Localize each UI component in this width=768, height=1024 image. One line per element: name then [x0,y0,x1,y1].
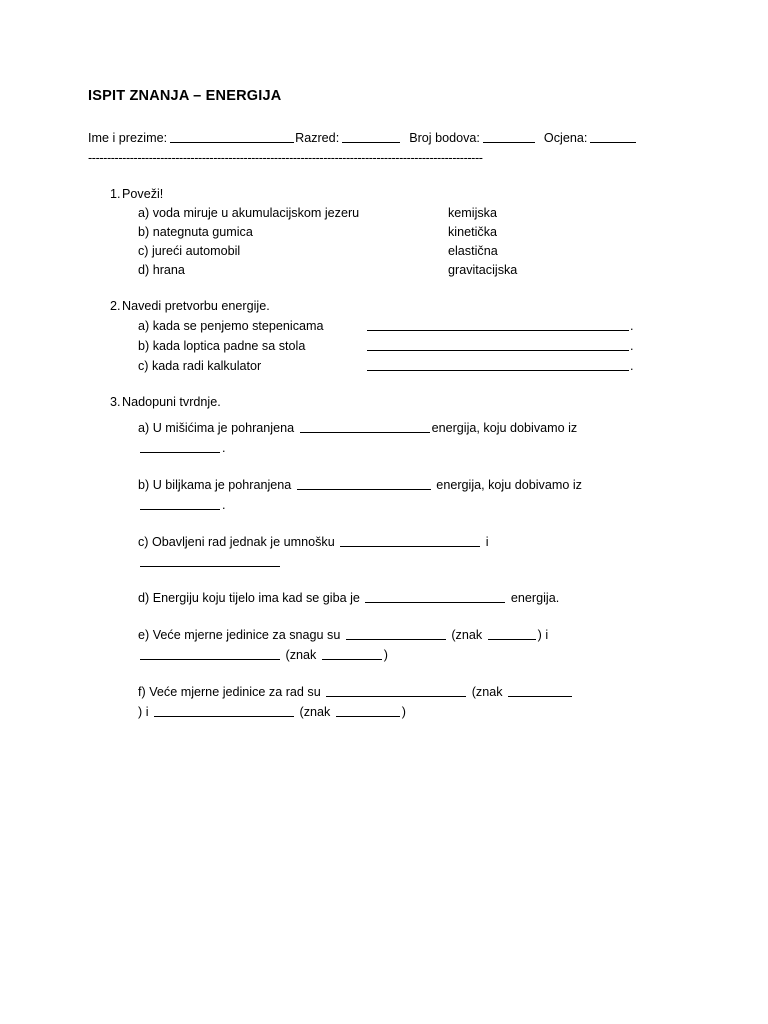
answer-blank[interactable] [322,647,382,660]
divider: -------------------------------------------------------------------------------------------------------- [88,151,483,165]
statement-f [138,682,578,723]
match-left: a) voda miruje u akumulacijskom jezeru [138,206,360,220]
points-label: Broj bodova: [409,131,480,145]
question-3-prompt: Nadopuni tvrdnje. [122,395,221,409]
question-1-head [88,187,676,201]
answer-blank[interactable] [336,704,400,717]
name-label: Ime i prezime: [88,131,168,145]
question-2-body [138,318,676,373]
answer-blank[interactable] [365,590,505,603]
answer-blank[interactable] [140,440,220,453]
match-row[interactable] [138,244,676,258]
fill-row [138,358,676,373]
question-3 [88,395,676,722]
grade-blank[interactable] [590,130,636,143]
name-blank[interactable] [170,130,294,143]
student-meta-line [88,130,676,145]
question-2-head [88,299,676,313]
fill-tail: . [630,359,634,373]
answer-blank[interactable] [367,318,629,331]
question-2-prompt: Navedi pretvorbu energije. [122,299,270,313]
fill-tail: . [630,319,634,333]
class-blank[interactable] [342,130,400,143]
statement-text: e) Veće mjerne jedinice za snagu su [138,627,344,642]
match-row[interactable] [138,225,676,239]
answer-blank[interactable] [508,684,572,697]
question-1-number: 1. [110,187,121,201]
answer-blank[interactable] [488,627,536,640]
statement-text: (znak [296,704,334,719]
points-blank[interactable] [483,130,535,143]
statement-a [138,418,608,459]
statement-text: (znak [447,627,486,642]
statement-text: ) i [138,704,152,719]
statement-e [138,625,558,666]
match-left: d) hrana [138,263,185,277]
statement-b [138,475,608,516]
statement-text: (znak [282,648,320,663]
match-right: elastična [448,244,498,258]
answer-blank[interactable] [140,497,220,510]
match-row[interactable] [138,263,676,277]
statement-text: energija, koju dobivamo iz [431,421,578,435]
grade-label: Ocjena: [543,131,588,145]
page-title: ISPIT ZNANJA – ENERGIJA [88,88,282,104]
question-3-body [138,418,676,722]
question-1-body [138,206,676,277]
class-label: Razred: [295,131,340,145]
statement-text: energija, koju dobivamo iz [432,477,582,492]
match-right: kinetička [448,225,497,239]
statement-text: ) [383,648,388,663]
statement-text: ) i [537,627,549,642]
fill-row [138,318,676,333]
fill-row [138,338,676,353]
match-left: c) jureći automobil [138,244,241,258]
question-1 [88,187,676,277]
statement-text: . [222,498,226,513]
answer-blank[interactable] [326,684,466,697]
answer-blank[interactable] [367,358,629,371]
match-left: b) nategnuta gumica [138,225,253,239]
question-2-number: 2. [110,299,121,313]
answer-blank[interactable] [297,477,431,490]
question-3-number: 3. [110,395,121,409]
answer-blank[interactable] [367,338,629,351]
answer-blank[interactable] [300,420,430,433]
question-1-prompt: Poveži! [122,187,164,201]
statement-text: f) Veće mjerne jedinice za rad su [138,684,325,699]
question-2 [88,299,676,373]
statement-d [138,588,676,608]
answer-blank[interactable] [140,554,280,567]
match-right: kemijska [448,206,497,220]
statement-text: a) U mišićima je pohranjena [138,421,298,435]
answer-blank[interactable] [340,534,480,547]
question-3-head [88,395,676,409]
answer-blank[interactable] [346,627,446,640]
fill-label: b) kada loptica padne sa stola [138,339,306,353]
fill-tail: . [630,339,634,353]
fill-label: c) kada radi kalkulator [138,359,262,373]
statement-text: . [222,441,226,456]
answer-blank[interactable] [154,704,294,717]
statement-text: b) U biljkama je pohranjena [138,477,295,492]
statement-c [138,532,558,573]
answer-blank[interactable] [140,647,280,660]
match-row[interactable] [138,206,676,220]
match-right: gravitacijska [448,263,518,277]
statement-text: i [482,534,489,549]
statement-text: d) Energiju koju tijelo ima kad se giba je [138,591,364,606]
statement-text: c) Obavljeni rad jednak je umnošku [138,534,339,549]
fill-label: a) kada se penjemo stepenicama [138,319,324,333]
statement-text: (znak [468,684,506,699]
statement-text: ) [401,704,406,719]
statement-text: energija. [507,591,560,606]
